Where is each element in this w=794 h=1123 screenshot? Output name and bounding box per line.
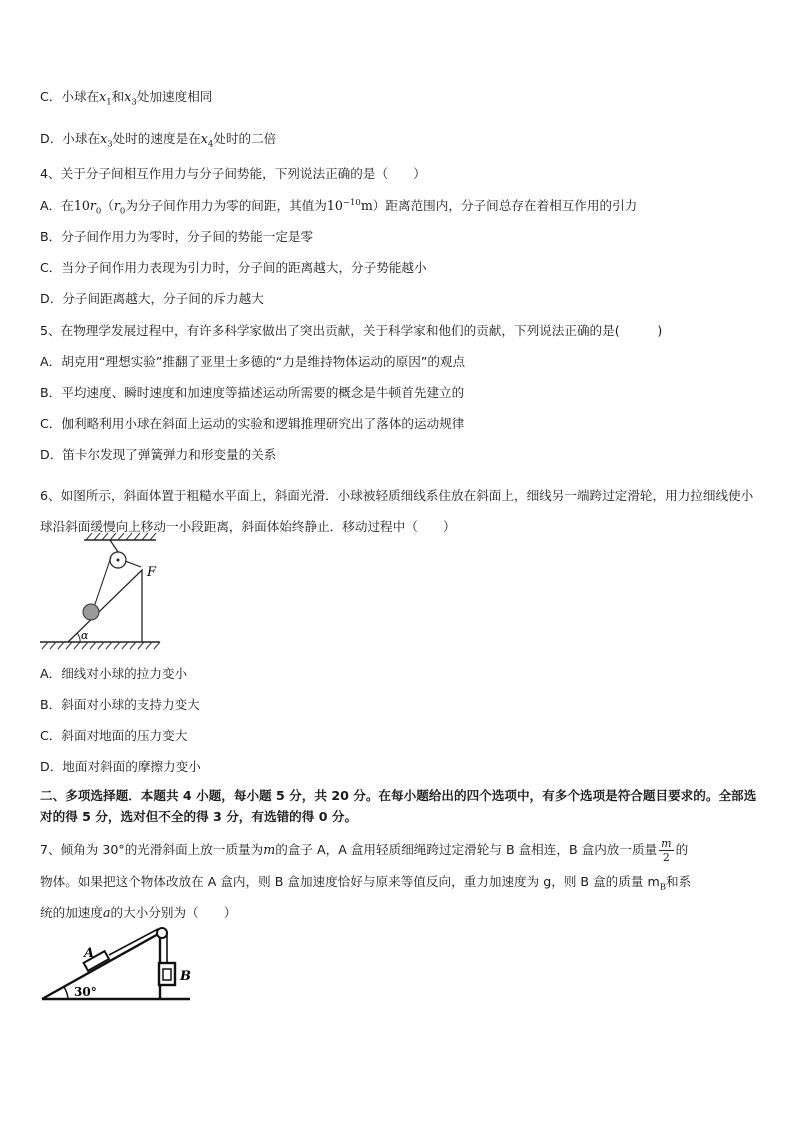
box-b — [159, 963, 175, 985]
angle-arc — [77, 633, 80, 642]
q7-line-1-text-a: 7、倾角为 30°的光滑斜面上放一质量为 — [40, 842, 264, 857]
q3-option-d-text-b: 处时的速度是在 — [112, 131, 201, 146]
force-label-f: F — [147, 565, 157, 580]
var-x4: x — [200, 131, 208, 146]
q3-option-d-text-a: D．小球在 — [40, 131, 101, 146]
num-ten: 10 — [73, 198, 90, 213]
var-x3-sub: 3 — [107, 139, 113, 150]
q4-stem: 4、关于分子间相互作用力与分子间势能，下列说法正确的是（ ） — [40, 166, 426, 181]
q7-line-1-text-b: 的盒子 A，A 盒用轻质细绳跨过定滑轮与 B 盒相连，B 盒内放一质量 — [275, 842, 658, 857]
q4-option-a-text-c: 为分子间作用力为零的间距，其值为 — [125, 198, 327, 213]
incline-body — [68, 570, 142, 642]
q6-option-d: D．地面对斜面的摩擦力变小 — [40, 759, 201, 774]
string-pulled — [125, 561, 141, 567]
box-b-label: B — [180, 969, 191, 984]
var-r0-sub: 0 — [95, 206, 102, 217]
var-x3: x — [100, 131, 108, 146]
q7-line-1 — [40, 837, 688, 864]
q3-option-c-text-c: 处加速度相同 — [136, 89, 213, 104]
ground-hatching — [42, 642, 160, 649]
var-x1-sub: 1 — [106, 97, 112, 108]
q4-option-b: B．分子间作用力为零时，分子间的势能一定是零 — [40, 229, 314, 244]
q4-option-d: D．分子间距离越大，分子间的斥力越大 — [40, 291, 264, 306]
q7-line-3 — [40, 905, 236, 921]
q6-option-a: A．细线对小球的拉力变小 — [40, 666, 188, 681]
fraction-numerator: m — [661, 837, 672, 850]
q7-line-1-text-c: 的 — [675, 842, 689, 857]
q5-option-d: D．笛卡尔发现了弹簧弹力和形变量的关系 — [40, 447, 277, 462]
var-r0-sub: 0 — [119, 206, 126, 217]
ball — [83, 604, 99, 620]
var-r: r — [89, 198, 96, 213]
q5-option-b: B．平均速度、瞬时速度和加速度等描述运动所需要的概念是牛顿首先建立的 — [40, 385, 465, 400]
fraction-denominator: 2 — [662, 851, 670, 864]
q7-line-2 — [40, 874, 692, 893]
box-a-label: A — [84, 946, 95, 961]
q5-option-c: C．伽利略利用小球在斜面上运动的实验和逻辑推理研究出了落体的运动规律 — [40, 416, 465, 431]
pulley-axle — [117, 559, 120, 562]
num-exponent: −10 — [342, 197, 361, 208]
q4-option-a-text-b: （ — [101, 198, 114, 213]
fraction-m-over-2 — [659, 837, 673, 864]
q7-incline-boxes-figure — [40, 925, 200, 1005]
angle-label-alpha: α — [81, 629, 89, 642]
pulley-hanger — [110, 540, 118, 552]
q3-option-c-text-b: 和 — [111, 89, 125, 104]
q7-line-2-text-a: 物体。如果把这个物体改放在 A 盒内，则 B 盒加速度恰好与原来等值反向，重力加速度为 g，则 B 盒的质量 m — [40, 874, 660, 889]
q3-option-c — [40, 89, 213, 108]
ceiling-hatching — [86, 533, 156, 540]
var-r: r — [113, 198, 120, 213]
q4-option-a-text-d: ）距离范围内，分子间总存在着相互作用的引力 — [372, 198, 638, 213]
q7-line-2-text-b: 和系 — [665, 874, 692, 889]
unit-meter: m — [360, 198, 373, 213]
num-ten-power-base: 10 — [326, 198, 343, 213]
var-m: m — [263, 842, 276, 857]
var-mb-sub: B — [659, 882, 666, 893]
angle-label: 30° — [74, 985, 97, 999]
var-a: a — [102, 905, 111, 920]
q5-option-a: A．胡克用“理想实验”推翻了亚里士多德的“力是维持物体运动的原因”的观点 — [40, 354, 466, 369]
pulley-wheel — [157, 928, 167, 938]
q7-line-3-text-b: 的大小分别为（ ） — [110, 905, 237, 920]
angle-arc — [64, 987, 68, 999]
q3-option-d-text-c: 处时的二倍 — [213, 131, 277, 146]
q4-option-c: C．当分子间作用力表现为引力时，分子间的距离越大，分子势能越小 — [40, 260, 427, 275]
q6-incline-pulley-figure — [38, 530, 162, 656]
var-x3: x — [124, 89, 132, 104]
var-x1: x — [99, 89, 107, 104]
q6-option-b: B．斜面对小球的支持力变大 — [40, 697, 200, 712]
q6-stem: 6、如图所示，斜面体置于粗糙水平面上，斜面光滑．小球被轻质细线系住放在斜面上，细线另一端跨过定滑轮，用力拉细线使小球沿斜面缓慢向上移动一小段距离，斜面体始终静止．移动过程中（ ） — [40, 488, 754, 534]
q4-option-a — [40, 197, 638, 217]
var-x4-sub: 4 — [207, 139, 214, 150]
incline-body — [42, 933, 160, 999]
q5-stem: 5、在物理学发展过程中，有许多科学家做出了突出贡献，关于科学家和他们的贡献，下列说法正确的是( ) — [40, 323, 663, 338]
q6-option-c: C．斜面对地面的压力变大 — [40, 728, 188, 743]
q3-option-c-text-a: C．小球在 — [40, 89, 100, 104]
q3-option-d — [40, 131, 277, 150]
var-x3-sub: 3 — [131, 97, 137, 108]
q4-option-a-text-a: A．在 — [40, 198, 74, 213]
q7-line-3-text-a: 统的加速度 — [40, 905, 103, 920]
section-2-header: 二、多项选择题．本题共 4 小题，每小题 5 分，共 20 分。在每小题给出的四个选项中，有多个选项是符合题目要求的。全部选对的得 5 分，选对但不全的得 3 分，有选错的得 0 分。 — [40, 788, 757, 824]
rope-incline — [109, 929, 158, 955]
